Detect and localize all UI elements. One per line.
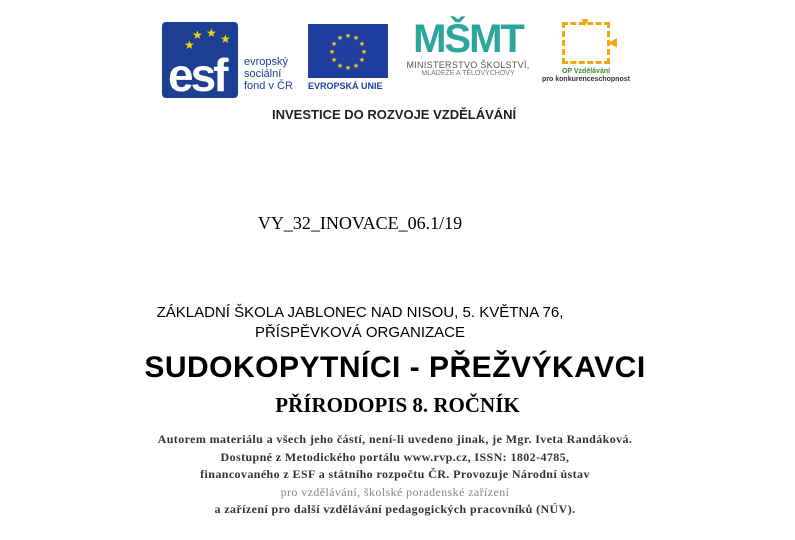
svg-text:★: ★ xyxy=(336,63,344,70)
svg-text:★: ★ xyxy=(328,49,336,56)
credits-line: a zařízení pro další vzdělávání pedagogických pracovníků (NÚV). xyxy=(214,502,576,516)
esf-mark: ★ ★ ★ ★ esf xyxy=(162,22,238,98)
logo-band xyxy=(160,15,630,101)
school-name-line2: PŘÍSPĚVKOVÁ ORGANIZACE xyxy=(254,324,466,341)
svg-text:★: ★ xyxy=(352,35,360,42)
credits-block xyxy=(100,431,690,519)
svg-text:★: ★ xyxy=(344,65,352,72)
page-subtitle: PŘÍRODOPIS 8. ROČNÍK xyxy=(275,393,520,417)
svg-text:★: ★ xyxy=(336,35,344,42)
eu-caption: EVROPSKÁ UNIE xyxy=(308,81,383,91)
msmt-sub: MLÁDEŽE A TĚLOVÝCHOVY xyxy=(421,70,515,77)
svg-text:★: ★ xyxy=(360,49,368,56)
op-caption xyxy=(542,68,630,84)
svg-text:★: ★ xyxy=(352,63,360,70)
svg-text:★: ★ xyxy=(330,41,338,48)
msmt-mark: MŠMT xyxy=(413,17,523,61)
esf-logo xyxy=(160,22,300,101)
page-title: SUDOKOPYTNÍCI - PŘEŽVÝKAVCI xyxy=(144,351,646,384)
investice-banner: INVESTICE DO ROZVOJE VZDĚLÁVÁNÍ xyxy=(272,107,517,122)
svg-text:★: ★ xyxy=(358,57,366,64)
svg-text:★: ★ xyxy=(330,57,338,64)
esf-caption-line1: evropský xyxy=(244,56,289,68)
op-logo xyxy=(542,15,630,98)
op-caption-line2: pro konkurenceschopnost xyxy=(542,76,630,83)
svg-text:★: ★ xyxy=(358,41,366,48)
eu-logo xyxy=(308,24,390,98)
esf-caption-line3: fond v ČR xyxy=(244,80,293,92)
credits-line: financovaného z ESF a státního rozpočtu ČR. Provozuje Národní ústav xyxy=(200,467,590,481)
credits-line: Dostupné z Metodického portálu www.rvp.cz, ISSN: 1802-4785, xyxy=(220,449,570,464)
material-code: VY_32_INOVACE_06.1/19 xyxy=(257,213,463,233)
msmt-logo xyxy=(398,18,538,100)
svg-text:★: ★ xyxy=(344,33,352,40)
school-name-line1: ZÁKLADNÍ ŠKOLA JABLONEC NAD NISOU, 5. KVĚTNA 76, xyxy=(156,304,564,321)
esf-caption-line2: sociální xyxy=(244,68,282,80)
esf-mark-text: esf xyxy=(168,49,226,101)
credits-line: Autorem materiálu a všech jeho částí, není-li uvedeno jinak, je Mgr. Iveta Randáková. xyxy=(157,432,633,446)
op-caption-line1: OP Vzdělávání xyxy=(561,68,611,75)
eu-flag-icon xyxy=(308,24,388,78)
credits-line: pro vzdělávání, školské poradenské zařízení xyxy=(280,484,510,499)
op-arrows-icon: ▼ ◀ xyxy=(562,22,610,64)
esf-caption xyxy=(244,56,293,92)
msmt-caption: MINISTERSTVO ŠKOLSTVÍ, xyxy=(406,60,530,70)
